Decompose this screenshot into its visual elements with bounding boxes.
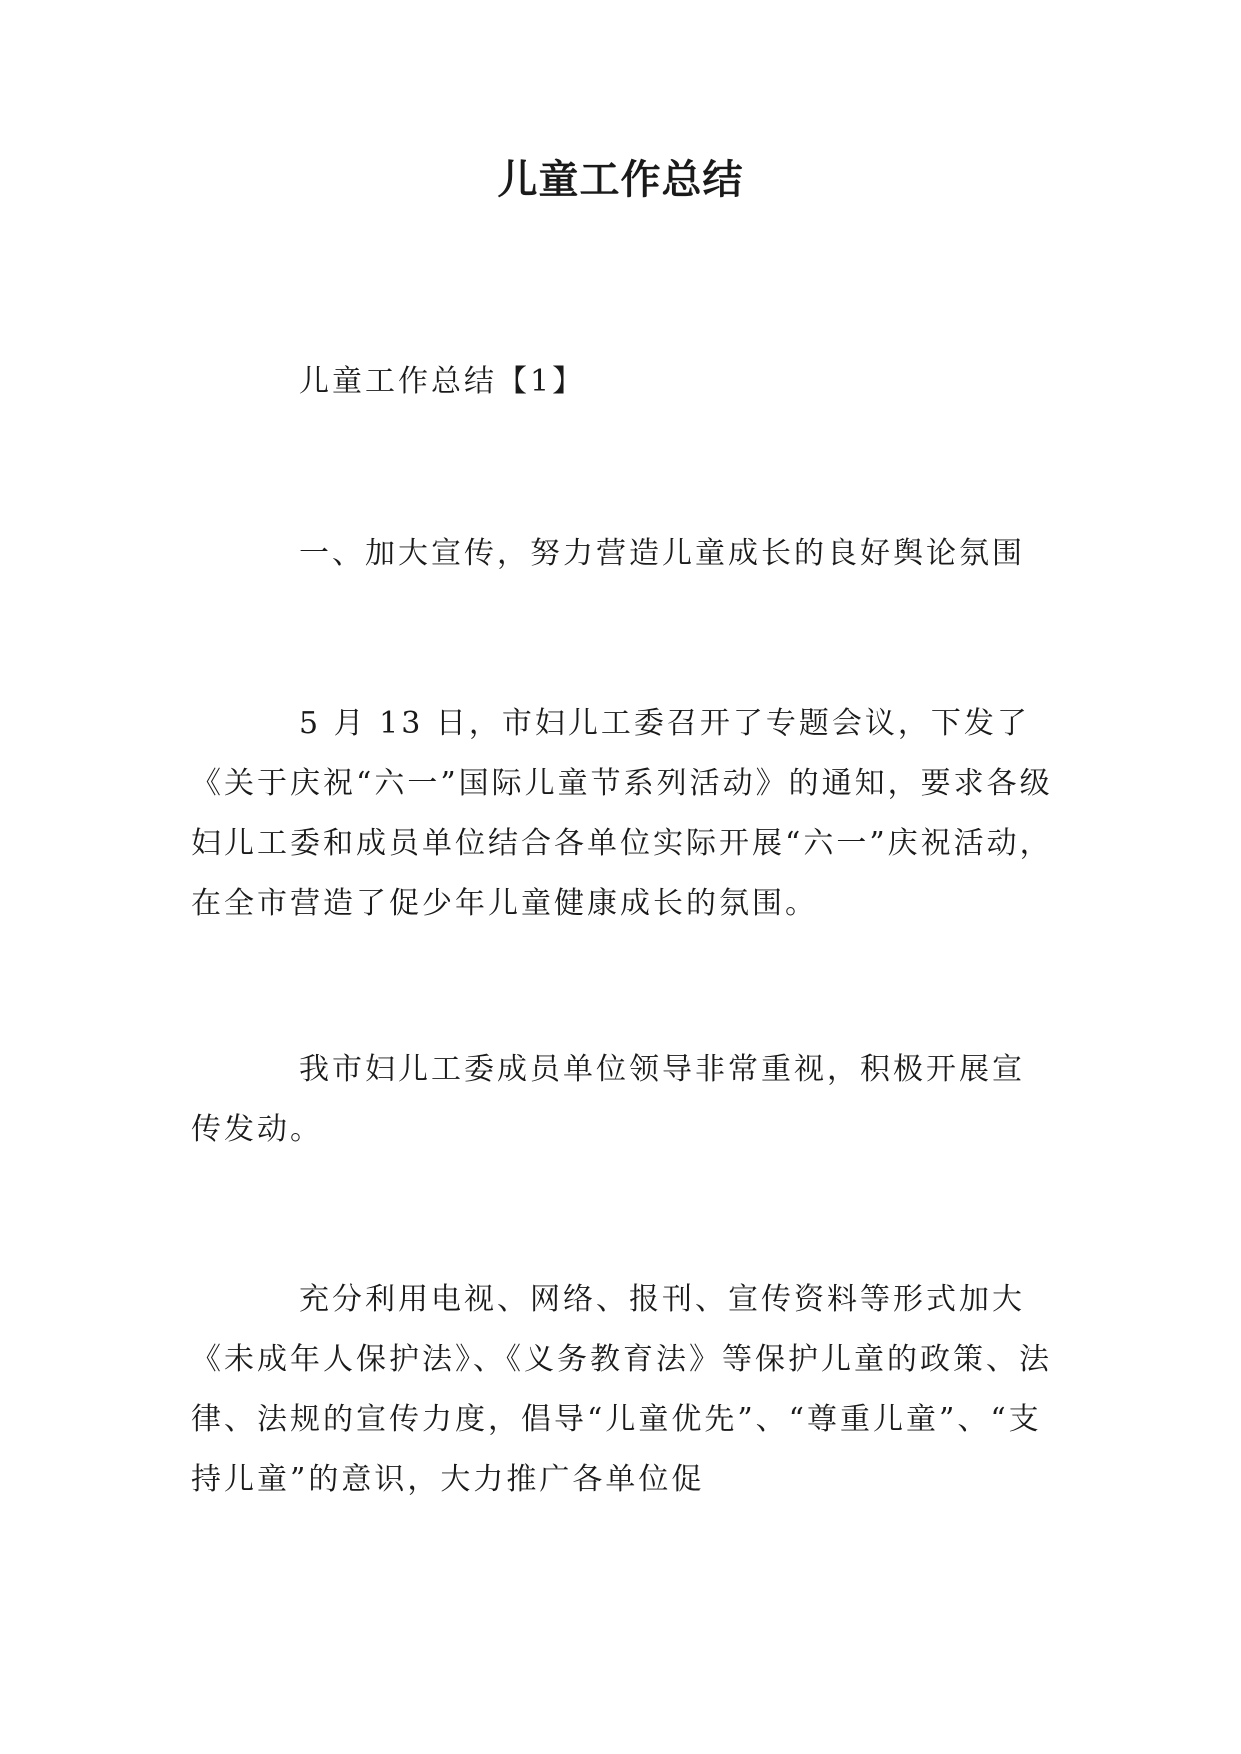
section-heading: 一、加大宣传，努力营造儿童成长的良好舆论氛围 <box>299 536 1025 571</box>
document-subtitle: 儿童工作总结【1】 <box>299 364 586 399</box>
body-paragraph: 充分利用电视、网络、报刊、宣传资料等形式加大《未成年人保护法》、《义务教育法》等保护儿童的政策、法律、法规的宣传力度，倡导“儿童优先”、“尊重儿童”、“支持儿童”的意识，大力推广各单位促 <box>191 1282 1052 1497</box>
document-title: 儿童工作总结 <box>497 157 744 203</box>
body-paragraph: 5 月 13 日，市妇儿工委召开了专题会议，下发了《关于庆祝“六一”国际儿童节系列活动》的通知，要求各级妇儿工委和成员单位结合各单位实际开展“六一”庆祝活动，在全市营造了促少年儿童健康成长的氛围。 <box>191 706 1053 921</box>
body-paragraph: 我市妇儿工委成员单位领导非常重视，积极开展宣传发动。 <box>191 1052 1025 1147</box>
